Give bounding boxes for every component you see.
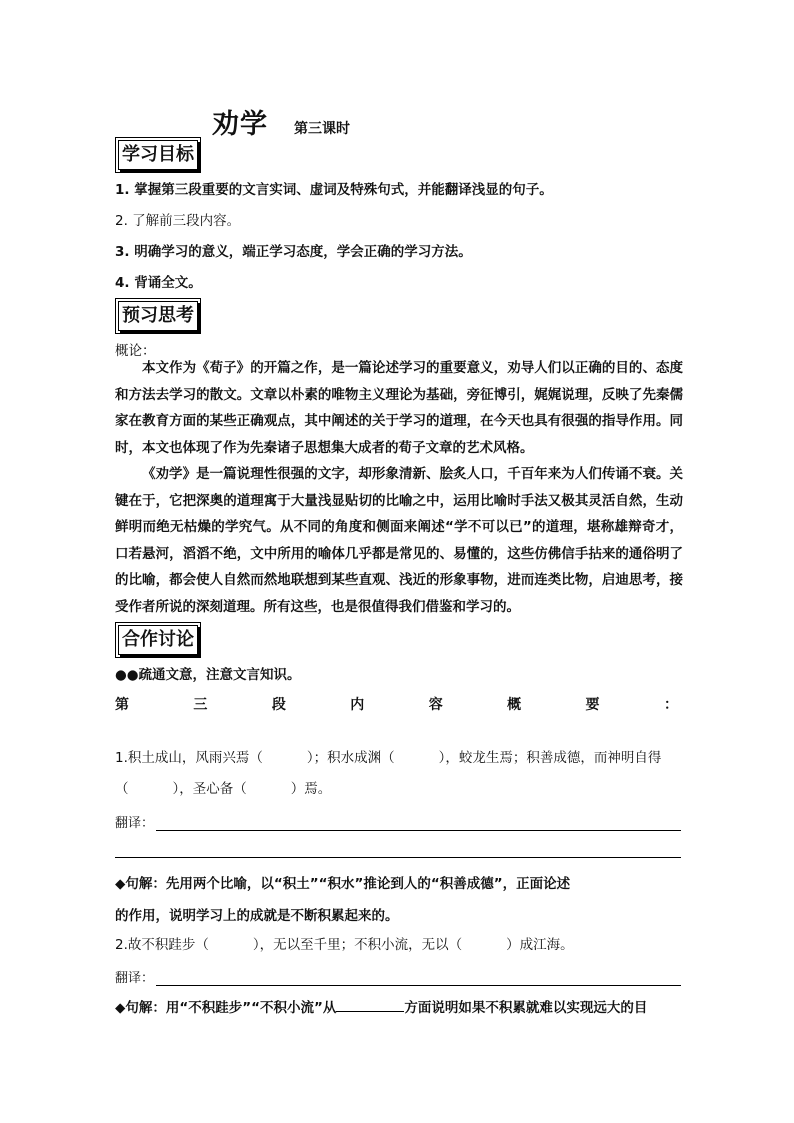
question-text: 2.故不积跬步（ <box>115 937 209 953</box>
summary-char: 三 <box>193 697 208 713</box>
translate-label: 翻译： <box>115 971 155 986</box>
section-heading-text: 合作讨论 <box>118 625 198 655</box>
section-heading-preview <box>115 298 201 334</box>
summary-char: 段 <box>271 697 286 713</box>
lesson-subtitle: 第三课时 <box>294 121 350 137</box>
goal-item: 2. 了解前三段内容。 <box>115 213 241 229</box>
summary-char: ： <box>663 697 678 713</box>
question-text: 1.积土成山，风雨兴焉（ <box>115 750 263 766</box>
answer-rule <box>156 972 681 986</box>
question-text: ）；积水成渊（ <box>306 750 395 766</box>
question-text: （ <box>115 781 129 797</box>
overview-paragraph-2: 《劝学》是一篇说理性很强的文字，却形象清新、脍炙人口，千百年来为人们传诵不衰。关键在于，它把深奥的道理寓于大量浅显贴切的比喻之中，运用比喻时手法又极其灵活自然，生动鲜明而绝无枯燥的学究气。从不同的角度和侧面来阐述“学不可以已”的道理，堪称雄辩奇才，口若悬河，滔滔不绝，文中所用的喻体几乎都是常见的、易懂的，这些仿佛信手拈来的通俗明了的比喻，都会使人自然而然地联想到某些直观、浅近的形象事物，进而连类比物，启迪思考，接受作者所说的深刻道理。所有这些，也是很值得我们借鉴和学习的。 <box>115 466 683 615</box>
question-text: ），圣心备（ <box>172 781 247 797</box>
translation-line-3[interactable] <box>115 967 681 986</box>
question-text: ）焉。 <box>290 781 332 797</box>
answer-rule <box>156 817 681 831</box>
summary-char: 要 <box>585 697 600 713</box>
section-heading-learning-goals <box>115 137 201 173</box>
translation-line-2[interactable] <box>115 857 681 858</box>
question-2 <box>115 930 683 961</box>
analysis-text: 方面说明如果不积累就难以实现远大的目 <box>404 1000 648 1016</box>
summary-char: 第 <box>115 697 129 713</box>
question-text: ），蛟龙生焉；积善成德，而神明自得 <box>438 750 662 766</box>
summary-char: 内 <box>350 697 365 713</box>
analysis-2 <box>115 993 683 1024</box>
analysis-text: ◆句解：用“不积跬步”“不积小流”从 <box>115 1000 337 1016</box>
summary-char: 概 <box>507 697 522 713</box>
summary-heading <box>115 694 678 714</box>
goal-item: 3. 明确学习的意义，端正学习态度，学会正确的学习方法。 <box>115 244 472 260</box>
question-text: ），无以至千里；不积小流，无以（ <box>252 937 463 953</box>
analysis-text: 的作用，说明学习上的成就是不断积累起来的。 <box>115 908 399 924</box>
section-heading-text: 学习目标 <box>118 140 198 170</box>
overview-paragraph-1: 本文作为《荀子》的开篇之作，是一篇论述学习的重要意义，劝导人们以正确的目的、态度和方法去学习的散文。文章以朴素的唯物主义理论为基础，旁征博引，娓娓说理，反映了先秦儒家在教育方面的某些正确观点，其中阐述的关于学习的道理，在今天也具有很强的指导作用。同时，本文也体现了作为先秦诸子思想集大成者的荀子文章的艺术风格。 <box>115 360 683 456</box>
question-text: ）成江海。 <box>506 937 574 953</box>
translation-line-1[interactable] <box>115 812 681 831</box>
answer-underline[interactable] <box>336 998 404 1012</box>
title-row <box>212 102 350 141</box>
goal-item: 1. 掌握第三段重要的文言实词、虚词及特殊句式，并能翻译浅显的句子。 <box>115 182 553 198</box>
overview-label: 概论： <box>115 343 156 359</box>
page-title: 劝学 <box>212 109 268 140</box>
goal-item: 4. 背诵全文。 <box>115 275 202 291</box>
analysis-text: ◆句解：先用两个比喻，以“积土”“积水”推论到人的“积善成德”，正面论述 <box>115 876 571 892</box>
summary-char: 容 <box>428 697 443 713</box>
discussion-intro: ●●疏通文意，注意文言知识。 <box>115 667 301 683</box>
translate-label: 翻译： <box>115 816 155 831</box>
analysis-1 <box>115 868 683 932</box>
question-1 <box>115 743 683 805</box>
section-heading-text: 预习思考 <box>118 301 198 331</box>
section-heading-discussion <box>115 622 201 658</box>
